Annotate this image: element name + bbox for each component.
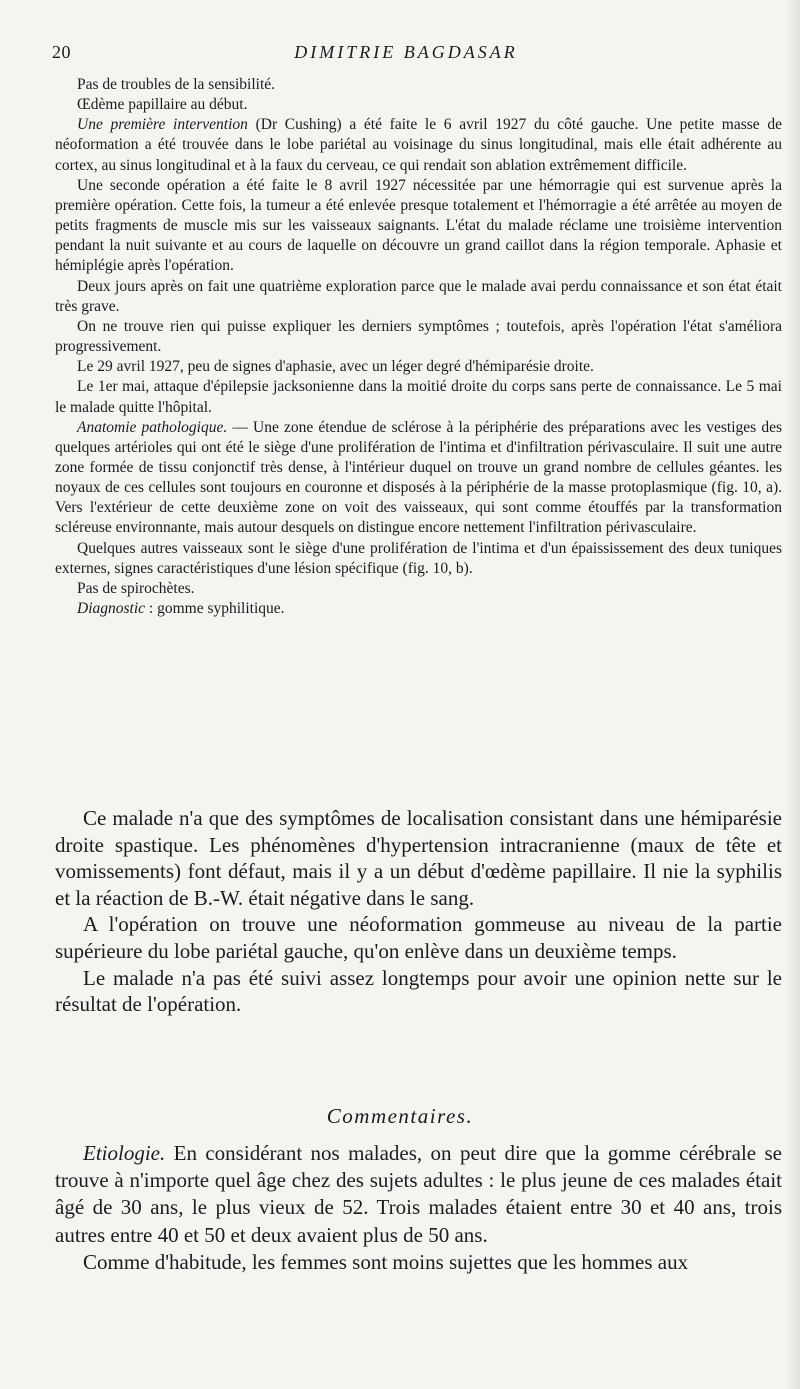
paragraph: Comme d'habitude, les femmes sont moins sujettes que les hommes aux [83, 1249, 689, 1274]
page-header [52, 42, 760, 66]
paragraph: Diagnostic : gomme syphilitique. [77, 600, 285, 618]
paragraph: Œdème papillaire au début. [77, 96, 248, 114]
paragraph: A l'opération on trouve une néoformation gommeuse au niveau de la partie supérieure du lobe pariétal gauche, qu'on enlève dans un deuxième temps. [55, 912, 782, 963]
paragraph: Le 1er mai, attaque d'épilepsie jacksonienne dans la moitié droite du corps sans perte de connaissance. Le 5 mai le malade quitte l'hôpital. [55, 378, 782, 416]
paragraph: Deux jours après on fait une quatrième exploration parce que le malade avai perdu connaissance et son état était très grave. [55, 277, 782, 315]
paragraph: Ce malade n'a que des symptômes de localisation consistant dans une hémiparésie droite spastique. Les phénomènes d'hypertension intracranienne (maux de tête et vomissements) font défaut, mais il y a un début d'œdème papillaire. Il nie la syphilis et la réaction de B.-W. était négative dans le sang. [55, 806, 782, 910]
case-notes [55, 75, 782, 619]
running-title: DIMITRIE BAGDASAR [294, 42, 518, 62]
paragraph: Quelques autres vaisseaux sont le siège d'une prolifération de l'intima et d'un épaississement des deux tuniques externes, signes caractéristiques d'une lésion spécifique (fig. 10, b). [55, 539, 782, 577]
italic-lead: Une première intervention [77, 116, 248, 134]
paragraph: Une première intervention (Dr Cushing) a été faite le 6 avril 1927 du côté gauche. Une petite masse de néoformation a été trouvée dans le lobe pariétal au voisinage du sinus longitudinal, mais elle était adhérente au cortex, au sinus longitudinal et à la faux du cerveau, ce qui rendait son ablation extrêmement difficile. [55, 116, 782, 174]
paragraph: Anatomie pathologique. — Une zone étendue de sclérose à la périphérie des préparations avec les vestiges des quelques artérioles qui ont été le siège d'une prolifération de l'intima et d'infiltration périvasculaire. Il suit une autre zone formée de tissu conjonctif très dense, à l'intérieur duquel on trouve un grand nombre de cellules géantes. les noyaux de ces cellules sont toujours en couronne et disposés à la périphérie de la masse protoplasmique (fig. 10, a). Vers l'extérieur de cette deuxième zone on voit des vaisseaux, qui sont comme étouffés par la transformation scléreuse environnante, mais autour desquels on distingue encore nettement l'infiltration périvasculaire. [55, 418, 782, 537]
paragraph: Une seconde opération a été faite le 8 avril 1927 nécessitée par une hémorragie qui est survenue après la première opération. Cette fois, la tumeur a été enlevée presque totalement et l'hémorragie a été arrêtée au moyen de petits fragments de muscle mis sur les vaisseaux saignants. L'état du malade réclame une troisième intervention pendant la nuit suivante et au cours de laquelle on découvre un grand caillot dans la région temporale. Aphasie et hémiplégie après l'opération. [55, 176, 782, 275]
page-number: 20 [52, 42, 71, 62]
paragraph: Le malade n'a pas été suivi assez longtemps pour avoir une opinion nette sur le résultat de l'opération. [55, 965, 782, 1017]
italic-lead: Diagnostic [77, 600, 146, 618]
italic-lead: Etiologie. [83, 1141, 166, 1165]
discussion [55, 805, 782, 1018]
section-heading: Commentaires. [326, 1104, 474, 1128]
paragraph: On ne trouve rien qui puisse expliquer les derniers symptômes ; toutefois, après l'opération l'état s'améliora progressivement. [55, 317, 782, 356]
commentary [55, 1140, 782, 1276]
paragraph: Etiologie. En considérant nos malades, on peut dire que la gomme cérébrale se trouve à n'importe quel âge chez des sujets adultes : le plus jeune de ces malades était âgé de 30 ans, le plus vieux de 52. Trois malades étaient entre 30 et 40 ans, trois autres entre 40 et 50 et deux avaient plus de 50 ans. [55, 1141, 782, 1247]
paragraph: Le 29 avril 1927, peu de signes d'aphasie, avec un léger degré d'hémiparésie droite. [77, 358, 594, 376]
page-edge-shadow [786, 0, 800, 1389]
paragraph: Pas de troubles de la sensibilité. [77, 76, 276, 93]
italic-lead: Anatomie pathologique. [77, 418, 228, 436]
paragraph: Pas de spirochètes. [77, 579, 195, 597]
